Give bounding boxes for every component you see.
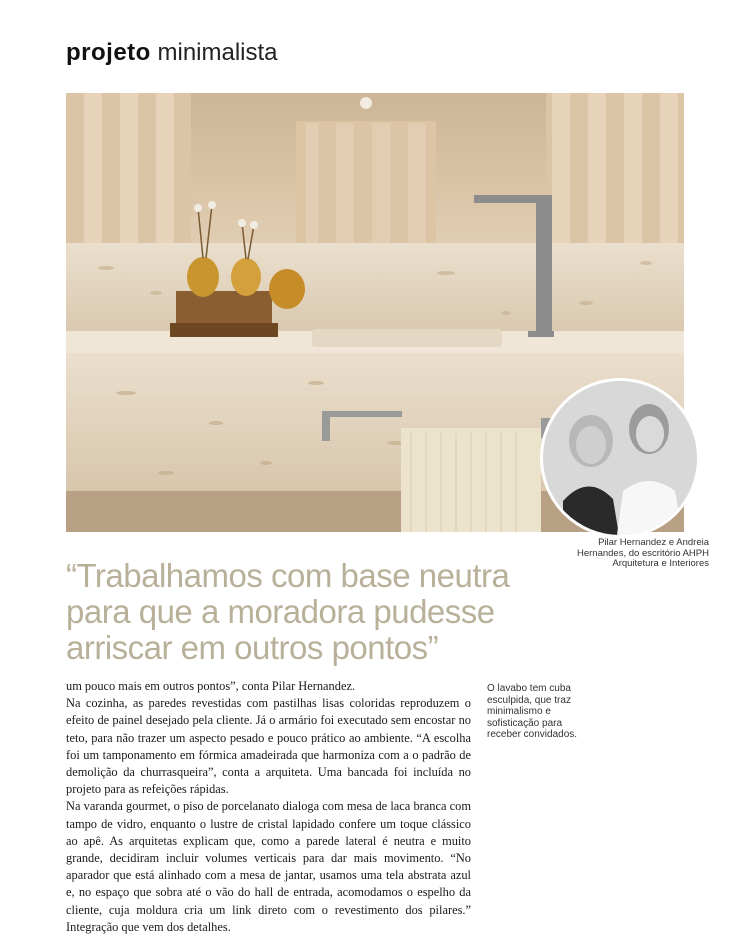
section-label-bold: projeto	[66, 39, 151, 66]
article-paragraph: Na varanda gourmet, o piso de porcelanato dialoga com mesa de laca branca com tampo de vidro, enquanto o lustre de cristal lapidado confere um toque clássico ao apê. As arquitetas explicam que, como a parede lateral é neutra e muito grande, decidiram incluir volumes verticais para dar mais movimento. “No aparador que está alinhado com a mesa de jantar, usamos uma tela abstrata azul e, no espaço que sobra até o vão do hall de entrada, acomodamos o espelho da cliente, cuja moldura cria um link direto com o revestimento dos pilares.” Integração que vem dos detalhes.	[66, 799, 471, 934]
portrait-caption: Pilar Hernandez e Andreia Hernandes, do escritório AHPH Arquitetura e Interiores	[576, 537, 709, 569]
photo-caption: O lavabo tem cuba esculpida, que traz minimalismo e sofisticação para receber convidados.	[487, 683, 578, 740]
article-body	[66, 678, 471, 936]
architects-portrait	[540, 378, 700, 538]
section-header	[66, 38, 278, 68]
section-label-light: minimalista	[157, 39, 278, 66]
article-paragraph: Na cozinha, as paredes revestidas com pastilhas lisas coloridas reproduzem o efeito de painel desejado pela cliente. Já o armário foi executado sem encostar no teto, para não trazer um aspecto pesado e pouco prático ao ambiente. “A escolha foi um tamponamento em fórmica amadeirada que harmoniza com a o padrão de demolição da churrasqueira”, conta a arquiteta. Uma bancada foi incluída no projeto para as refeições rápidas.	[66, 696, 471, 797]
article-paragraph: um pouco mais em outros pontos”, conta Pilar Hernandez.	[66, 679, 356, 693]
pull-quote: “Trabalhamos com base neutra para que a moradora pudesse arriscar em outros pontos”	[66, 557, 510, 666]
